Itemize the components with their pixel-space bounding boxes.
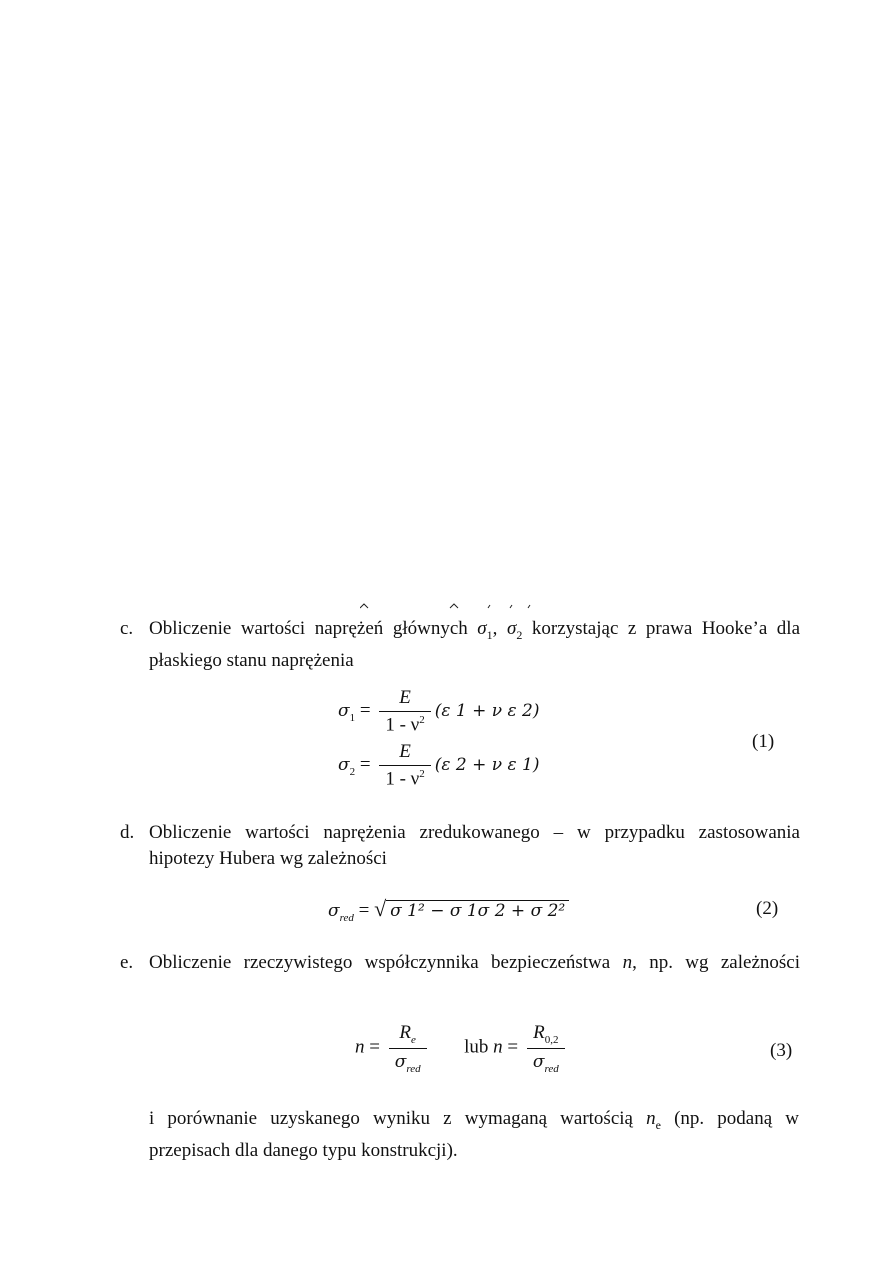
item-c-line1: Obliczenie wartości naprężeń głównych $\sigma_1$, $\sigma_2$ korzystając z prawa Hooke’a dla	[149, 618, 801, 642]
final-paragraph-line2: przepisach dla danego typu konstrukcji).	[149, 1139, 458, 1161]
item-c-line2: płaskiego stanu naprężenia	[149, 649, 354, 671]
item-d-line1: Obliczenie wartości naprężenia zredukowanego – w przypadku zastosowania	[149, 822, 800, 843]
item-d-line2: hipotezy Hubera wg zależności	[149, 848, 387, 869]
final-paragraph	[149, 1106, 799, 1164]
equation-2-number: (2)	[756, 898, 779, 919]
equation-1-line-2: $\sigma_2$ = $\frac{E}{1 - \nu^2}$ (ε 2 + ν ε 1)	[338, 741, 540, 790]
equation-2: $\sigma_{red}$ = √ σ 1² − σ 1σ 2 + σ 2²	[328, 896, 569, 924]
final-paragraph-line1: i porównanie uzyskanego wyniku z wymaganą wartością $n_e$ (np. podaną w	[149, 1108, 799, 1132]
item-e-line1: Obliczenie rzeczywistego współczynnika bezpieczeństwa n, np. wg zależności	[149, 952, 800, 973]
equation-3-number: (3)	[770, 1040, 793, 1061]
equation-1-number: (1)	[752, 731, 775, 752]
list-item-d	[120, 820, 800, 872]
item-label: d.	[120, 822, 135, 843]
scan-artifact-marks	[360, 603, 540, 609]
list-item-c	[120, 616, 800, 674]
equation-3: n = $\frac{R_e}{\sigma_{red}}$ lub n = $\frac{R_{0,2}}{\sigma_{red}}$	[355, 1022, 569, 1075]
item-label: e.	[120, 952, 134, 973]
equation-1-line-1: $\sigma_1$ = $\frac{E}{1 - \nu^2}$ (ε 1 + ν ε 2)	[338, 687, 540, 736]
item-label: c.	[120, 618, 134, 639]
list-item-e	[120, 950, 800, 976]
